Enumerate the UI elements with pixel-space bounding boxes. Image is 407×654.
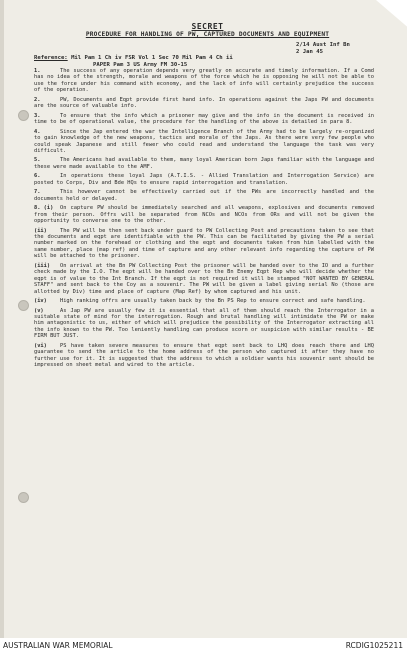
paragraph-text: The PW will be then sent back under guard to PW Collecting Post and precautions taken to see that the documents and eqpt are identifiable with the PW. This can be facilitated by giving the PW a serial number marked on the forehead or clothing and the eqpt and documents taken from him labelled with the same number, place (map ref) and time of capture and any other relevant info regarding the capture of PW will be attached to the prisoner. (34, 227, 374, 260)
reference-text-1: Mil Pam 1 Ch iv FSR Vol 1 Sec 70 Mil Pam 4 Ch ii (71, 55, 233, 61)
paragraph-text: In operations these loyal Japs (A.T.I.S. - Allied Translation and Interrogation Service) are posted to Corps, Div and Bde HQs to ensure rapid interrogation and translation. (34, 173, 374, 186)
unit-designation: 2/14 Aust Inf Bn (296, 42, 350, 48)
archive-footer (0, 638, 407, 654)
paragraph-text: On capture PW should be immediately searched and all weapons, explosives and documents removed from their person. Offrs will be separated from NCOs and NCOs from ORs and will not be given the opportunity to converse one to the other. (34, 205, 374, 225)
paragraph-number: 3. (34, 112, 41, 119)
document-body (34, 68, 374, 372)
paragraph-number: (vi) (34, 342, 47, 349)
document-date: 2 Jan 45 (296, 49, 323, 55)
paragraph-text: PW, Documents and Eqpt provide first hand info. In operations against the Japs PW and documents are the source of valuable info. (34, 96, 374, 110)
paragraph-number: 1. (34, 68, 41, 74)
paragraph-text: This however cannot be effectively carried out if the PWs are incorrectly handled and the documents held or delayed. (34, 189, 374, 202)
paragraph-text: On arrival at the Bn PW Collecting Post the prisoner will be handed over to the IO and a further check made by the I.O. The eqpt will be handed over to the Bn Enemy Eqpt Rep who will decide whether the eqpt is of value to the Int Branch. If the eqpt is not required it will be stamped "NOT WANTED BY GENERAL STAFF" and sent back to the Coy as a souvenir. The PW will be given a label giving serial No (those are allotted by Div) time and place of capture (Map Ref) by whom captured and his unit. (34, 262, 374, 295)
paragraph-text: The success of any operation depends very greatly on accurate and timely information. If a Comd has no idea of the strength, morale and weapons of the force which he is opposing he will not be able to use the force under his command with economy, and the lack of info will certainly prejudice the success of the operation. (34, 68, 374, 94)
paragraph (34, 113, 374, 126)
document-subtitle: PROCEDURE FOR HANDLING OF PW, CAPTURED DOCUMENTS AND EQUIPMENT (85, 31, 330, 38)
paragraph (34, 97, 374, 110)
paragraph-number: (iv) (34, 298, 47, 305)
reference-label: Reference: (34, 55, 68, 61)
paragraph (34, 157, 374, 170)
paragraph (34, 308, 374, 340)
paragraph (34, 263, 374, 295)
paragraph (34, 205, 374, 224)
document-title: SECRET (191, 22, 224, 31)
paragraph-number: 5. (34, 157, 41, 164)
paragraph (34, 68, 374, 94)
punch-hole (18, 110, 29, 121)
paragraph-text: To ensure that the info which a prisoner may give and the info in the document is received in time to be of operational value, the procedure for the handling of the above is detailed in para 8. (34, 112, 374, 126)
paragraph-number: 4. (34, 128, 41, 135)
paragraph-number: (v) (34, 307, 44, 314)
paragraph-text: As Jap PW are usually few it is essential that all of them should reach the Interrogator in a suitable state of mind for the interrogation. Rough and brutal handling will intimidate the PW or make him antagonistic to us, either of which will prejudice the possibility of the Interrogator extracting all the info known to the PW. Too leniently handling can produce scorn or suspicion with similar results - BE FIRM BUT JUST. (34, 307, 374, 340)
archive-name: AUSTRALIAN WAR MEMORIAL (3, 641, 113, 650)
paragraph-number: 2. (34, 96, 41, 103)
paragraph-number: (iii) (34, 262, 51, 269)
paragraph (34, 298, 374, 304)
paragraph (34, 129, 374, 155)
paragraph-text: Since the Jap entered the war the Intelligence Branch of the Army had to be largely re-organized to gain knowledge of the new weapons, tactics and morale of the Japs. As there were very few people who could speak Japanese and still fewer who could read and understand the language the task was very difficult. (34, 128, 374, 154)
paragraph-text: High ranking offrs are usually taken back by the Bn PS Rep to ensure correct and safe handling. (60, 298, 366, 305)
paragraph-text: PS have taken severe measures to ensure that eqpt sent back to LHQ does reach there and LHQ guarantee to send the article to the home address of the person who captured it after they have no further use for it. It is suggested that the address to which a soldier wants his souvenir sent should be impressed on sheet metal and wired to the article. (34, 342, 374, 369)
paragraph (34, 343, 374, 369)
paragraph-number: (ii) (34, 227, 47, 234)
paragraph-number: 8. (i) (34, 205, 54, 212)
paragraph (34, 228, 374, 260)
punch-hole (18, 300, 29, 311)
paragraph-text: The Americans had available to them, many loyal American born Japs familiar with the language and these were made available to the AMF. (34, 157, 374, 170)
paragraph-number: 7. (34, 189, 41, 196)
reference-line-1 (34, 55, 233, 61)
paragraph (34, 189, 374, 202)
reference-text-2: PAPER Pam 3 US Army FM 30-15 (93, 62, 188, 68)
paragraph-number: 6. (34, 173, 41, 180)
punch-hole (18, 492, 29, 503)
archive-id: RCDIG1025211 (345, 641, 403, 650)
paragraph (34, 173, 374, 186)
